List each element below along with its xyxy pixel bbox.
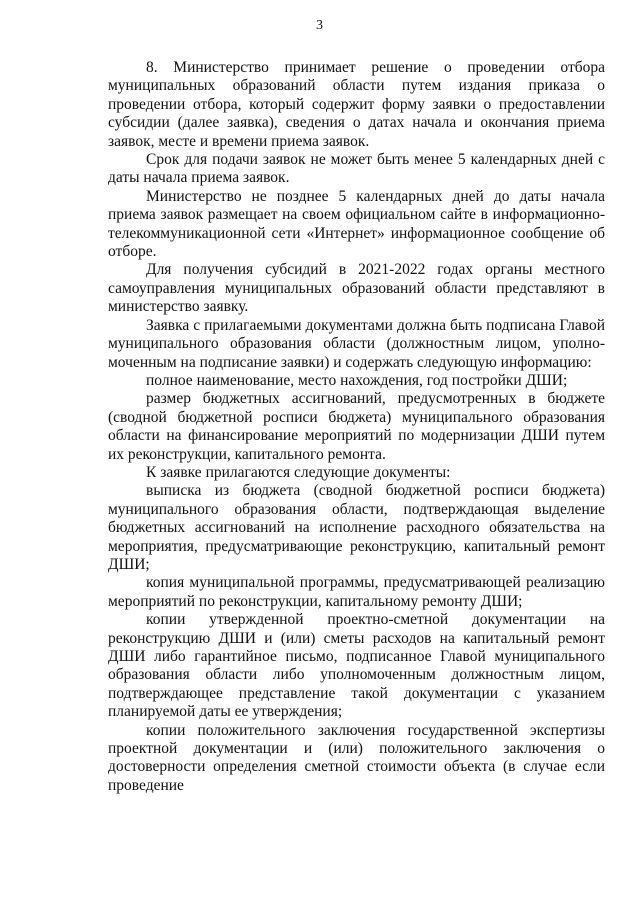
paragraph-item-municipal-program: копия муниципальной программы, предусматривающей реализацию мероприятий по реконструкции, капитальному ремонту ДШИ; [108,574,605,610]
paragraph-item-design-documentation: копии утвержденной проектно-сметной документации на реконструкцию ДШИ и (или) сметы расходов на капитальный ремонт ДШИ либо гарантийное письмо, подписанное Главой муниципального образования области либо уполномоченным должностным лицом, подтверждающее представление такой документации с указанием планируемой даты ее утверждения; [108,611,605,721]
paragraph-subsidy-application: Для получения субсидий в 2021-2022 годах органы местного самоуправления муниципальных образований области представляют в министерство заявку. [108,261,605,316]
page-number: 3 [316,18,323,33]
paragraph-announcement: Министерство не позднее 5 календарных дней до даты начала приема заявок размещает на своем официальном сайте в информационно-телекоммуникационной сети «Интернет» информационное сообщение об отборе. [108,187,605,261]
paragraph-application-signature: Заявка с прилагаемыми документами должна быть подписана Главой муниципального образования области (должностным лицом, уполно-моченным на подписание заявки) и содержать следующую информацию: [108,316,605,371]
paragraph-submission-period: Срок для подачи заявок не может быть менее 5 календарных дней с даты начала приема заявок. [108,151,605,187]
paragraph-item-name-location: полное наименование, место нахождения, год постройки ДШИ; [146,371,568,389]
paragraph-ministry-decision: 8. Министерство принимает решение о проведении отбора муниципальных образований области путем издания приказа о проведении отбора, который содержит форму заявки о предоставлении субсидии (далее заявка), сведения о датах начала и окончания приема заявок, месте и времени приема заявок. [108,59,605,150]
paragraph-attached-documents: К заявке прилагаются следующие документы: [146,463,451,481]
paragraph-item-expert-conclusion: копии положительного заключения государственной экспертизы проектной документации и (или) положительного заключения о достоверности определения сметной стоимости объекта (в случае если проведение [108,721,605,794]
paragraph-item-budget-size: размер бюджетных ассигнований, предусмотренных в бюджете (сводной бюджетной росписи бюджета) муниципального образования области на финансирование мероприятий по модернизации ДШИ путем их реконструкции, капитального ремонта. [108,390,605,463]
paragraph-item-budget-extract: выписка из бюджета (сводной бюджетной росписи бюджета) муниципального образования области, подтверждающая выделение бюджетных ассигнований на исполнение расходного обязательства на мероприятия, предусматривающие реконструкцию, капитальный ремонт ДШИ; [108,482,605,573]
document-body [108,59,605,795]
